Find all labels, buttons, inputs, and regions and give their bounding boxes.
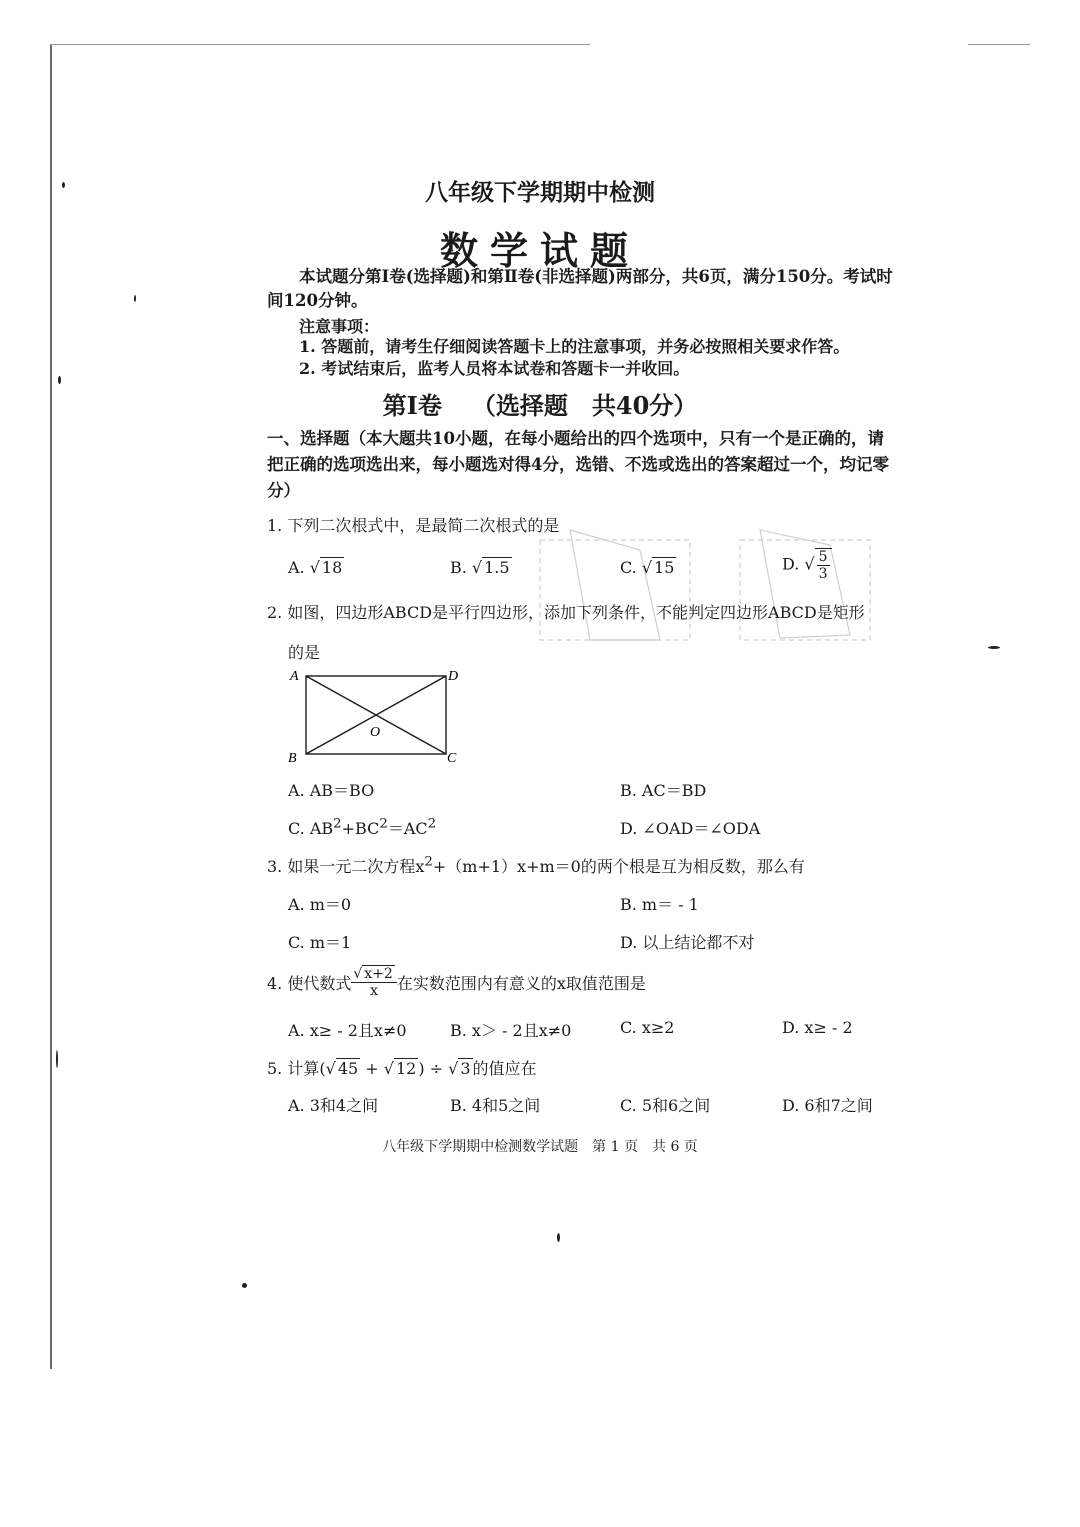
q3-option-c: C. m＝1 <box>288 933 352 952</box>
question-4-stem: 4. 使代数式 $\frac{√ x+2}{x}$ 在实数范围内有意义的x取值范围是 <box>267 966 646 999</box>
q4-option-a: A. x≥ - 2且x≠0 <box>288 1021 407 1040</box>
q1-option-d: D. √ $\frac{5}{3}$ <box>782 548 832 582</box>
vertex-label-b: B <box>288 751 297 766</box>
scan-speck <box>58 376 61 384</box>
q3-option-b: B. m＝ - 1 <box>620 895 699 914</box>
q1-option-c: C. √ 15 <box>620 558 675 577</box>
vertex-label-d: D <box>448 669 459 684</box>
exam-intro: 本试题分第Ⅰ卷(选择题)和第Ⅱ卷(非选择题)两部分，共6页，满分150分。考试时间120分钟。 <box>267 267 893 310</box>
q2-option-a: A. AB＝BO <box>288 781 375 800</box>
bleed-through-figure <box>530 520 890 670</box>
q3-option-d: D. 以上结论都不对 <box>620 933 755 952</box>
exam-title: 数学试题 <box>439 228 640 273</box>
exam-header: 八年级下学期期中检测 <box>425 179 655 206</box>
question-5-stem: 5. 计算(√ 45 + √ 12 ) ÷ √ 3 的值应在 <box>267 1059 537 1078</box>
scan-speck <box>242 1283 247 1288</box>
q3-option-a: A. m＝0 <box>288 895 352 914</box>
q5-option-c: C. 5和6之间 <box>620 1096 711 1115</box>
q5-option-d: D. 6和7之间 <box>782 1096 873 1115</box>
page-footer: 八年级下学期期中检测数学试题 第 1 页 共 6 页 <box>382 1139 698 1155</box>
q4-fraction: $\frac{√ x+2}{x}$ <box>351 966 396 999</box>
q5-option-b: B. 4和5之间 <box>450 1096 541 1115</box>
note-item: 1. 答题前，请考生仔细阅读答题卡上的注意事项，并务必按照相关要求作答。 <box>299 337 850 356</box>
section-part: 第Ⅰ卷 <box>382 391 442 420</box>
q5-option-a: A. 3和4之间 <box>288 1096 379 1115</box>
section-heading <box>0 386 1080 421</box>
question-3-stem: 3. 如果一元二次方程$x^2+(m+1)x+m=0$的两个根是互为相反数，那么有 <box>267 854 805 876</box>
scan-speck <box>56 1050 58 1068</box>
q4-option-d: D. x≥ - 2 <box>782 1018 853 1037</box>
q1-option-a: A. √ 18 <box>288 558 343 577</box>
q1-option-b: B. √ 1.5 <box>450 558 510 577</box>
choice-instructions: 一、选择题（本大题共10小题，在每小题给出的四个选项中，只有一个是正确的，请把正确的选项选出来，每小题选对得4分，选错、不选或选出的答案超过一个，均记零分） <box>267 429 889 500</box>
page-top-edge <box>50 44 590 45</box>
vertex-label-a: A <box>290 669 299 684</box>
q2-option-d: D. ∠OAD＝∠ODA <box>620 819 761 838</box>
scan-speck <box>134 295 136 302</box>
q4-option-b: B. x＞ - 2且x≠0 <box>450 1021 572 1040</box>
notes-heading: 注意事项： <box>299 317 380 336</box>
section-desc: （选择题 共40分） <box>471 391 698 420</box>
center-label-o: O <box>370 725 381 740</box>
scan-speck <box>557 1233 560 1242</box>
q2-option-b: B. AC＝BD <box>620 781 707 800</box>
vertex-label-c: C <box>447 751 457 766</box>
q4-option-c: C. x≥2 <box>620 1018 675 1037</box>
note-item: 2. 考试结束后，监考人员将本试卷和答题卡一并收回。 <box>299 359 690 378</box>
q2-option-c: C. $AB^2+BC^2=AC^2$ <box>288 816 437 838</box>
question-1-stem: 1. 下列二次根式中，是最简二次根式的是 <box>267 516 560 535</box>
question-2-stem-cont: 的是 <box>288 643 321 662</box>
question-2-stem: 2. 如图，四边形ABCD是平行四边形，添加下列条件，不能判定四边形ABCD是矩形 <box>267 603 865 622</box>
parallelogram-figure <box>284 664 464 768</box>
scan-speck <box>988 646 1000 649</box>
page-top-edge-right <box>968 44 1030 45</box>
